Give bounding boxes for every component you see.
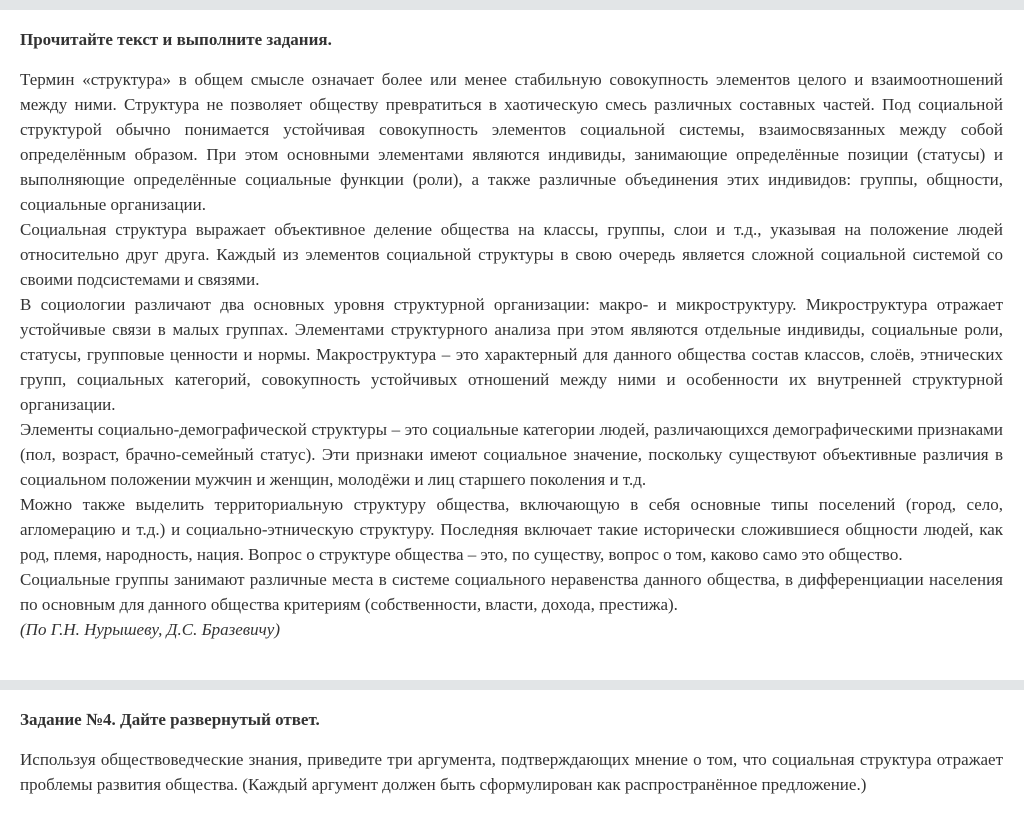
paragraph: Термин «структура» в общем смысле означает более или менее стабильную совокупность элементов целого и взаимоотношений между ними. Структура не позволяет обществу превратиться в хаотическую смесь различных составных частей. Под социальной структурой обычно понимается устойчивая совокупность элементов социальной системы, взаимосвязанных между собой определённым образом. При этом основными элементами являются индивиды, занимающие определённые позиции (статусы) и выполняющие определённые социальные функции (роли), а также различные объединения этих индивидов: группы, общности, социальные организации. <box>20 70 1003 214</box>
task-text: Используя обществоведческие знания, приведите три аргумента, подтверждающих мнение о том, что социальная структура отражает проблемы развития общества. (Каждый аргумент должен быть сформулирован как распространённое предложение.) <box>20 750 1003 794</box>
paragraph: В социологии различают два основных уровня структурной организации: макро- и микроструктуру. Микроструктура отражает устойчивые связи в малых группах. Элементами структурного анализа при этом являются отдельные индивиды, социальные роли, статусы, групповые ценности и нормы. Макроструктура – это характерный для данного общества состав классов, слоёв, этнических групп, социальных категорий, совокупность устойчивых отношений между ними и особенности их внутренней структурной организации. <box>20 295 1003 414</box>
paragraph: Элементы социально-демографической структуры – это социальные категории людей, различающихся демографическими признаками (пол, возраст, брачно-семейный статус). Эти признаки имеют социальное значение, поскольку существуют объективные различия в социальном положении мужчин и женщин, молодёжи и лиц старшего поколения и т.д. <box>20 420 1003 489</box>
reading-title: Прочитайте текст и выполните задания. <box>20 30 332 49</box>
paragraph: Можно также выделить территориальную структуру общества, включающую в себя основные типы поселений (город, село, агломерацию и т.д.) и социально-этническую структуру. Последняя включает такие исторически сложившиеся общности людей, как род, племя, народность, нация. Вопрос о структуре общества – это, по существу, вопрос о том, каково само это общество. <box>20 495 1003 564</box>
task-title: Задание №4. Дайте развернутый ответ. <box>20 710 320 729</box>
reading-text <box>20 67 1003 642</box>
paragraph: Социальные группы занимают различные места в системе социального неравенства данного общества, в дифференциации населения по основным для данного общества критериям (собственности, власти, дохода, престижа). <box>20 570 1003 614</box>
task-panel <box>0 690 1024 797</box>
paragraph: Социальная структура выражает объективное деление общества на классы, группы, слои и т.д., указывая на положение людей относительно друг друга. Каждый из элементов социальной структуры в свою очередь является сложной социальной системой со своими подсистемами и связями. <box>20 220 1003 289</box>
section-divider <box>0 680 1024 690</box>
source-citation: (По Г.Н. Нурышеву, Д.С. Бразевичу) <box>20 620 280 639</box>
reading-panel <box>0 10 1024 680</box>
top-divider <box>0 0 1024 10</box>
